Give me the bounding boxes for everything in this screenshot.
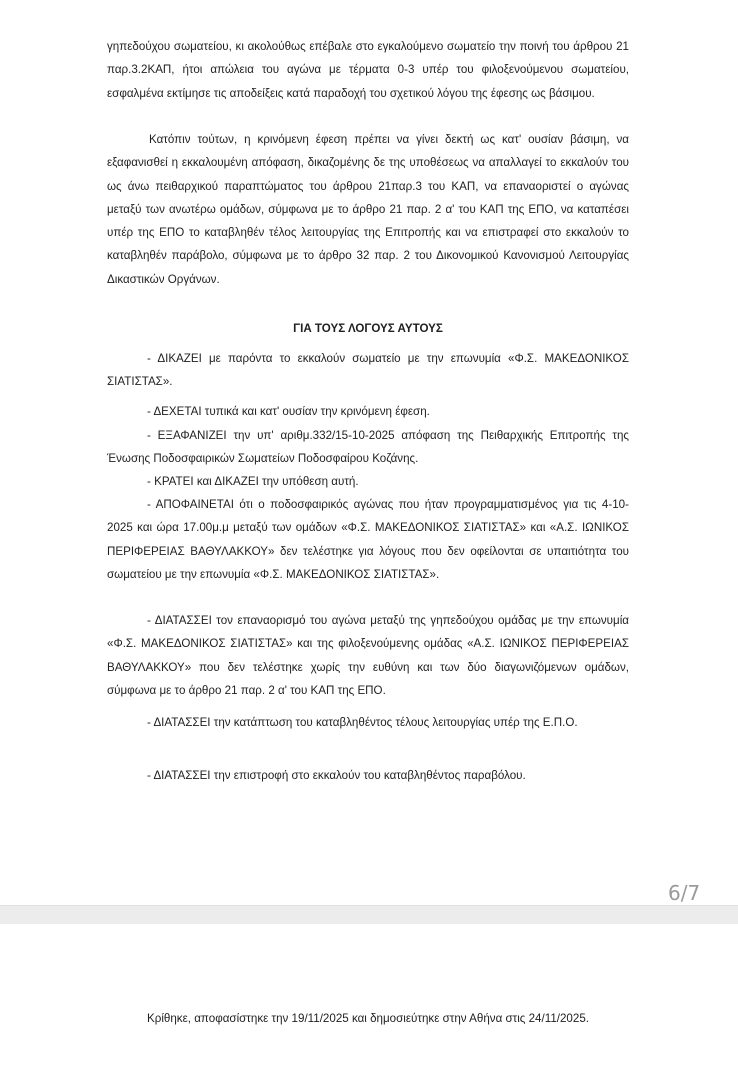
page-separator (0, 905, 738, 925)
ruling-1: - ΔΙΚΑΖΕΙ με παρόντα το εκκαλούν σωματείο με την επωνυμία «Φ.Σ. ΜΑΚΕΔΟΝΙΚΟΣ ΣΙΑΤΙΣΤΑΣ». (107, 352, 629, 389)
ruling-6: - ΔΙΑΤΑΣΣΕΙ τον επαναορισμό του αγώνα μεταξύ της γηπεδούχου ομάδας με την επωνυμία «Φ.Σ. ΜΑΚΕΔΟΝΙΚΟΣ ΣΙΑΤΙΣΤΑΣ» και της φιλοξενούμενης ομάδας «Α.Σ. ΙΩΝΙΚΟΣ ΠΕΡΙΦΕΡΕΙΑΣ ΒΑΘΥΛΑΚΚΟΥ» που δεν τελέστηκε χωρίς την ευθύνη και των δύο διαγωνιζόμενων ομάδων, σύμφωνα με το άρθρο 21 παρ. 2 α' του ΚΑΠ της ΕΠΟ. (107, 614, 629, 697)
continuation-paragraph: γηπεδούχου σωματείου, κι ακολούθως επέβαλε στο εγκαλούμενο σωματείο την ποινή του άρθρου 21 παρ.3.2ΚΑΠ, ήτοι απώλεια του αγώνα με τέρματα 0-3 υπέρ του φιλοξενούμενου σωματείου, εσφαλμένα εκτίμησε τις αποδείξεις κατά παραδοχή του σχετικού λόγου της έφεσης ως βάσιμου. (107, 40, 629, 100)
ruling-5: - ΑΠΟΦΑΙΝΕΤΑΙ ότι ο ποδοσφαιρικός αγώνας που ήταν προγραμματισμένος για τις 4-10-2025 και ώρα 17.00μ.μ μεταξύ των ομάδων «Φ.Σ. ΜΑΚΕΔΟΝΙΚΟΣ ΣΙΑΤΙΣΤΑΣ» και «Α.Σ. ΙΩΝΙΚΟΣ ΠΕΡΙΦΕΡΕΙΑΣ ΒΑΘΥΛΑΚΚΟΥ» δεν τελέστηκε για λόγους που δεν οφείλονται σε υπαιτιότητα του σωματείου με την επωνυμία «Φ.Σ. ΜΑΚΕΔΟΝΙΚΟΣ ΣΙΑΤΙΣΤΑΣ». (107, 498, 629, 581)
section-heading: ΓΙΑ ΤΟΥΣ ΛΟΓΟΥΣ ΑΥΤΟΥΣ (293, 322, 443, 335)
conclusion-paragraph: Κατόπιν τούτων, η κρινόμενη έφεση πρέπει να γίνει δεκτή ως κατ' ουσίαν βάσιμη, να εξαφανισθεί η εκκαλουμένη απόφαση, δικαζομένης δε της υποθέσεως να απαλλαγεί το εκκαλούν του ως άνω πειθαρχικού παραπτώματος του άρθρου 21παρ.3 του ΚΑΠ, να επαναοριστεί ο αγώνας μεταξύ των ανωτέρω ομάδων, σύμφωνα με το άρθρο 21 παρ. 2 α' του ΚΑΠ της ΕΠΟ, να καταπέσει υπέρ της ΕΠΟ το καταβληθέν τέλος λειτουργίας της Επιτροπής και να επιστραφεί στο εκκαλούν το καταβληθέν παράβολο, σύμφωνα με το άρθρο 32 παρ. 2 του Δικονομικού Κανονισμού Λειτουργίας Δικαστικών Οργάνων. (107, 133, 629, 286)
ruling-4: - ΚΡΑΤΕΙ και ΔΙΚΑΖΕΙ την υπόθεση αυτή. (147, 475, 359, 488)
ruling-8: - ΔΙΑΤΑΣΣΕΙ την επιστροφή στο εκκαλούν του καταβληθέντος παραβόλου. (147, 769, 526, 782)
next-page (0, 924, 738, 1076)
final-paragraph: Κρίθηκε, αποφασίστηκε την 19/11/2025 και δημοσιεύτηκε στην Αθήνα στις 24/11/2025. (147, 1012, 589, 1025)
ruling-2: - ΔΕΧΕΤΑΙ τυπικά και κατ' ουσίαν την κρινόμενη έφεση. (147, 405, 430, 418)
ruling-7: - ΔΙΑΤΑΣΣΕΙ την κατάπτωση του καταβληθέντος τέλους λειτουργίας υπέρ της Ε.Π.Ο. (147, 716, 578, 729)
ruling-3: - ΕΞΑΦΑΝΙΖΕΙ την υπ' αριθμ.332/15-10-2025 απόφαση της Πειθαρχικής Επιτροπής της Ένωσης Ποδοσφαιρικών Σωματείων Ποδοσφαίρου Κοζάνης. (107, 429, 629, 466)
page-indicator: 6/7 (668, 881, 701, 905)
